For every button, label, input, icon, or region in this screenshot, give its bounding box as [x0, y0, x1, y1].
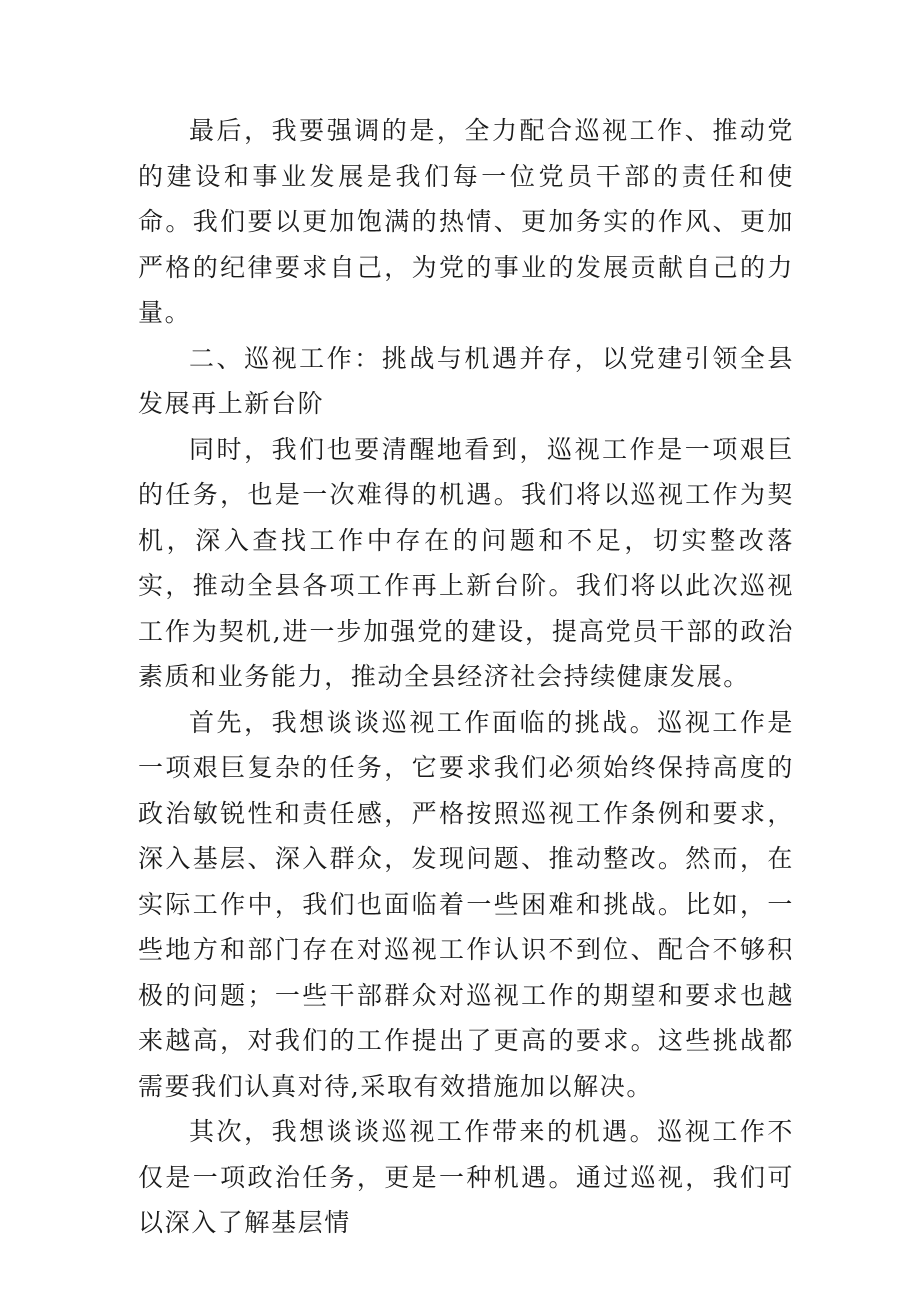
section-heading: 二、巡视工作：挑战与机遇并存，以党建引领全县发展再上新台阶 — [138, 343, 794, 418]
paragraph-closing-remarks: 最后，我要强调的是，全力配合巡视工作、推动党的建设和事业发展是我们每一位党员干部的责任和使命。我们要以更加饱满的热情、更加务实的作风、更加严格的纪律要求自己，为党的事业的发展贡献自己的力量。 — [138, 116, 794, 327]
paragraph-second-opportunities: 其次，我想谈谈巡视工作带来的机遇。巡视工作不仅是一项政治任务，更是一种机遇。通过巡视，我们可以深入了解基层情 — [138, 1117, 794, 1237]
paragraph-challenges-opportunities: 同时，我们也要清醒地看到，巡视工作是一项艰巨的任务，也是一次难得的机遇。我们将以巡视工作为契机，深入查找工作中存在的问题和不足，切实整改落实，推动全县各项工作再上新台阶。我们将以此次巡视工作为契机,进一步加强党的建设，提高党员干部的政治素质和业务能力，推动全县经济社会持续健康发展。 — [138, 434, 794, 691]
paragraph-first-challenges: 首先，我想谈谈巡视工作面临的挑战。巡视工作是一项艰巨复杂的任务，它要求我们必须始终保持高度的政治敏锐性和责任感，严格按照巡视工作条例和要求，深入基层、深入群众，发现问题、推动整改。然而，在实际工作中，我们也面临着一些困难和挑战。比如，一些地方和部门存在对巡视工作认识不到位、配合不够积极的问题；一些干部群众对巡视工作的期望和要求也越来越高，对我们的工作提出了更高的要求。这些挑战都需要我们认真对待,采取有效措施加以解决。 — [138, 707, 794, 1101]
